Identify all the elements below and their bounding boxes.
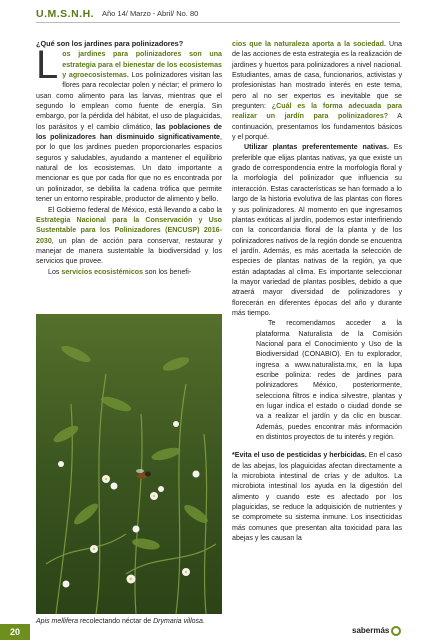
highlight-text: cios que la naturaleza aporta a la sociedad. — [232, 40, 386, 48]
section-question: ¿Qué son los jardines para polinizadores? — [36, 39, 184, 48]
bold-text: las poblaciones de los polinizadores han disminuido significativamente — [36, 122, 222, 142]
page-number: 20 — [0, 624, 30, 640]
body-text: Es preferible que elijas plantas nativas, ya que existe un grado de correspondencia entre la morfología floral y la morfología del polinizador que influencia su interacción. Estas características se han formado a lo largo de la historia evolutiva de las plantas con flores y sus polinizadores. Al momento en que ingresamos plantas exóticas al jardín, podemos estar interfiriendo con la concordancia floral de la planta y de los polinizadores nativos de la región donde se encuentra el jardín. Además, es más acertada la selección de especies de plantas nativas de la región, ya que están adaptadas al clima. Es importante seleccionar la mayor variedad de plantas posibles, debido a que atraerá mayor diversidad de polinizadores y florecerán en diferentes épocas del año y durante más tiempo. — [232, 143, 403, 317]
logo-text: sabermás — [352, 626, 390, 636]
logo-mark-icon — [391, 626, 401, 636]
highlight-text: son una estrategia para el bienestar de los ecosistemas y agroecosistemas. — [62, 50, 222, 80]
highlight-text: servicios ecosistémicos — [61, 267, 144, 276]
highlight-text: Estrategia Nacional para la Conservación y Uso Sustentable para los Polinizadores (ENCUSP) 2016-2030 — [36, 215, 222, 245]
highlight-text: os jardines para polinizadores — [62, 50, 182, 59]
highlight-text: ¿Cuál es la forma adecuada para realizar un jardín para polinizadores? — [232, 102, 402, 121]
body-text: , un plan de acción para conservar, restaurar y manejar de manera sustentable la biodiversidad y los servicios que provee. — [36, 236, 222, 266]
body-text: El Gobierno federal de México, está llevando a cabo la — [48, 205, 222, 214]
drop-cap: L — [36, 43, 59, 88]
body-text: A continuación, presentamos los fundamentos básicos y el porqué. — [232, 112, 403, 142]
photo-caption — [36, 618, 205, 625]
bold-text: *Evita el uso de pesticidas y herbicidas. — [232, 451, 367, 460]
paragraph-strategy — [36, 205, 222, 267]
body-text: son los benefi- — [143, 267, 192, 276]
paragraph-naturalista: Te recomendamos acceder a la plataforma Naturalista de la Comisión Nacional para el Conocimiento y Uso de la Biodiversidad (CONABIO). En tu explorador, ingresa a www.naturalista.mx, en la lupa escribe poliniza: redes de jardines para polinizadores México, posteriormente, selecciona filtros e indica silvestre, plantas y en lugar indica el estado o ciudad donde se va a realizar el jardín y da clic en buscar. Además, puedes encontrar más información en distintos proyectos de tu interés y región. — [256, 319, 402, 442]
magazine-name: U.M.S.N.H. — [36, 8, 95, 20]
bee-flower-photo — [36, 314, 222, 614]
paragraph-services — [36, 267, 222, 277]
sabermas-logo — [352, 626, 401, 636]
paragraph-native-plants — [232, 142, 402, 318]
paragraph-pesticides — [232, 450, 402, 543]
left-column — [36, 39, 222, 277]
species-name: Drymaria villosa — [153, 618, 203, 625]
right-column — [232, 39, 402, 544]
body-text: , por lo que los jardines pueden proporcionarles espacios seguros y saludables, ayudando a mantener el equilibrio natural de los ecosistemas. Un dato importante a mencionar es que por cada flor que no es encontrada por un polinizador, se debilita la cadena trófica que permite tener un entorno respirable, productor de alimento y bello. — [36, 133, 222, 204]
page-header — [0, 0, 436, 26]
caption-text: . — [202, 618, 205, 625]
caption-text: recolectando néctar de — [78, 618, 154, 625]
photo-illustration — [36, 314, 222, 614]
issue-info: Año 14/ Marzo - Abril/ No. 80 — [102, 9, 199, 18]
body-text: Los — [48, 267, 62, 276]
body-text: Los polinizadores visitan las flores para recolectar polen y néctar; el primero lo usan como alimento para las larvas, mientras que el segundo lo emplean como fuente de energía. Sin embargo, por la pérdida del hábitat, el uso de plaguicidas, los parásitos y el cambio climático, — [36, 71, 222, 131]
paragraph-benefits — [232, 39, 402, 142]
body-text: Una de las acciones de esta estrategia es la realización de jardines y huertos para polinizadores a nivel nacional. Estudiantes, amas de casa, funcionarios, activistas y profesionistas han mostrado interés en este tema, pero al no ser expertos es inevitable que se pregunten: — [232, 40, 403, 111]
header-rule — [36, 22, 400, 23]
body-text: En el caso de las abejas, los plaguicidas afectan directamente a la microbiota intestinal de crías y de adultos. La microbiota intestinal los ayuda en la digestión del alimento y cuando este es afectado por los plaguicidas, se reduce la adquisición de nutrientes y se compromete su sistema inmune. Los insecticidas más comunes que presentan alta toxicidad para las abejas y les causan la — [232, 451, 402, 543]
bold-text: Utilizar plantas preferentemente nativas. — [244, 143, 389, 152]
species-name: Apis mellifera — [36, 618, 79, 625]
